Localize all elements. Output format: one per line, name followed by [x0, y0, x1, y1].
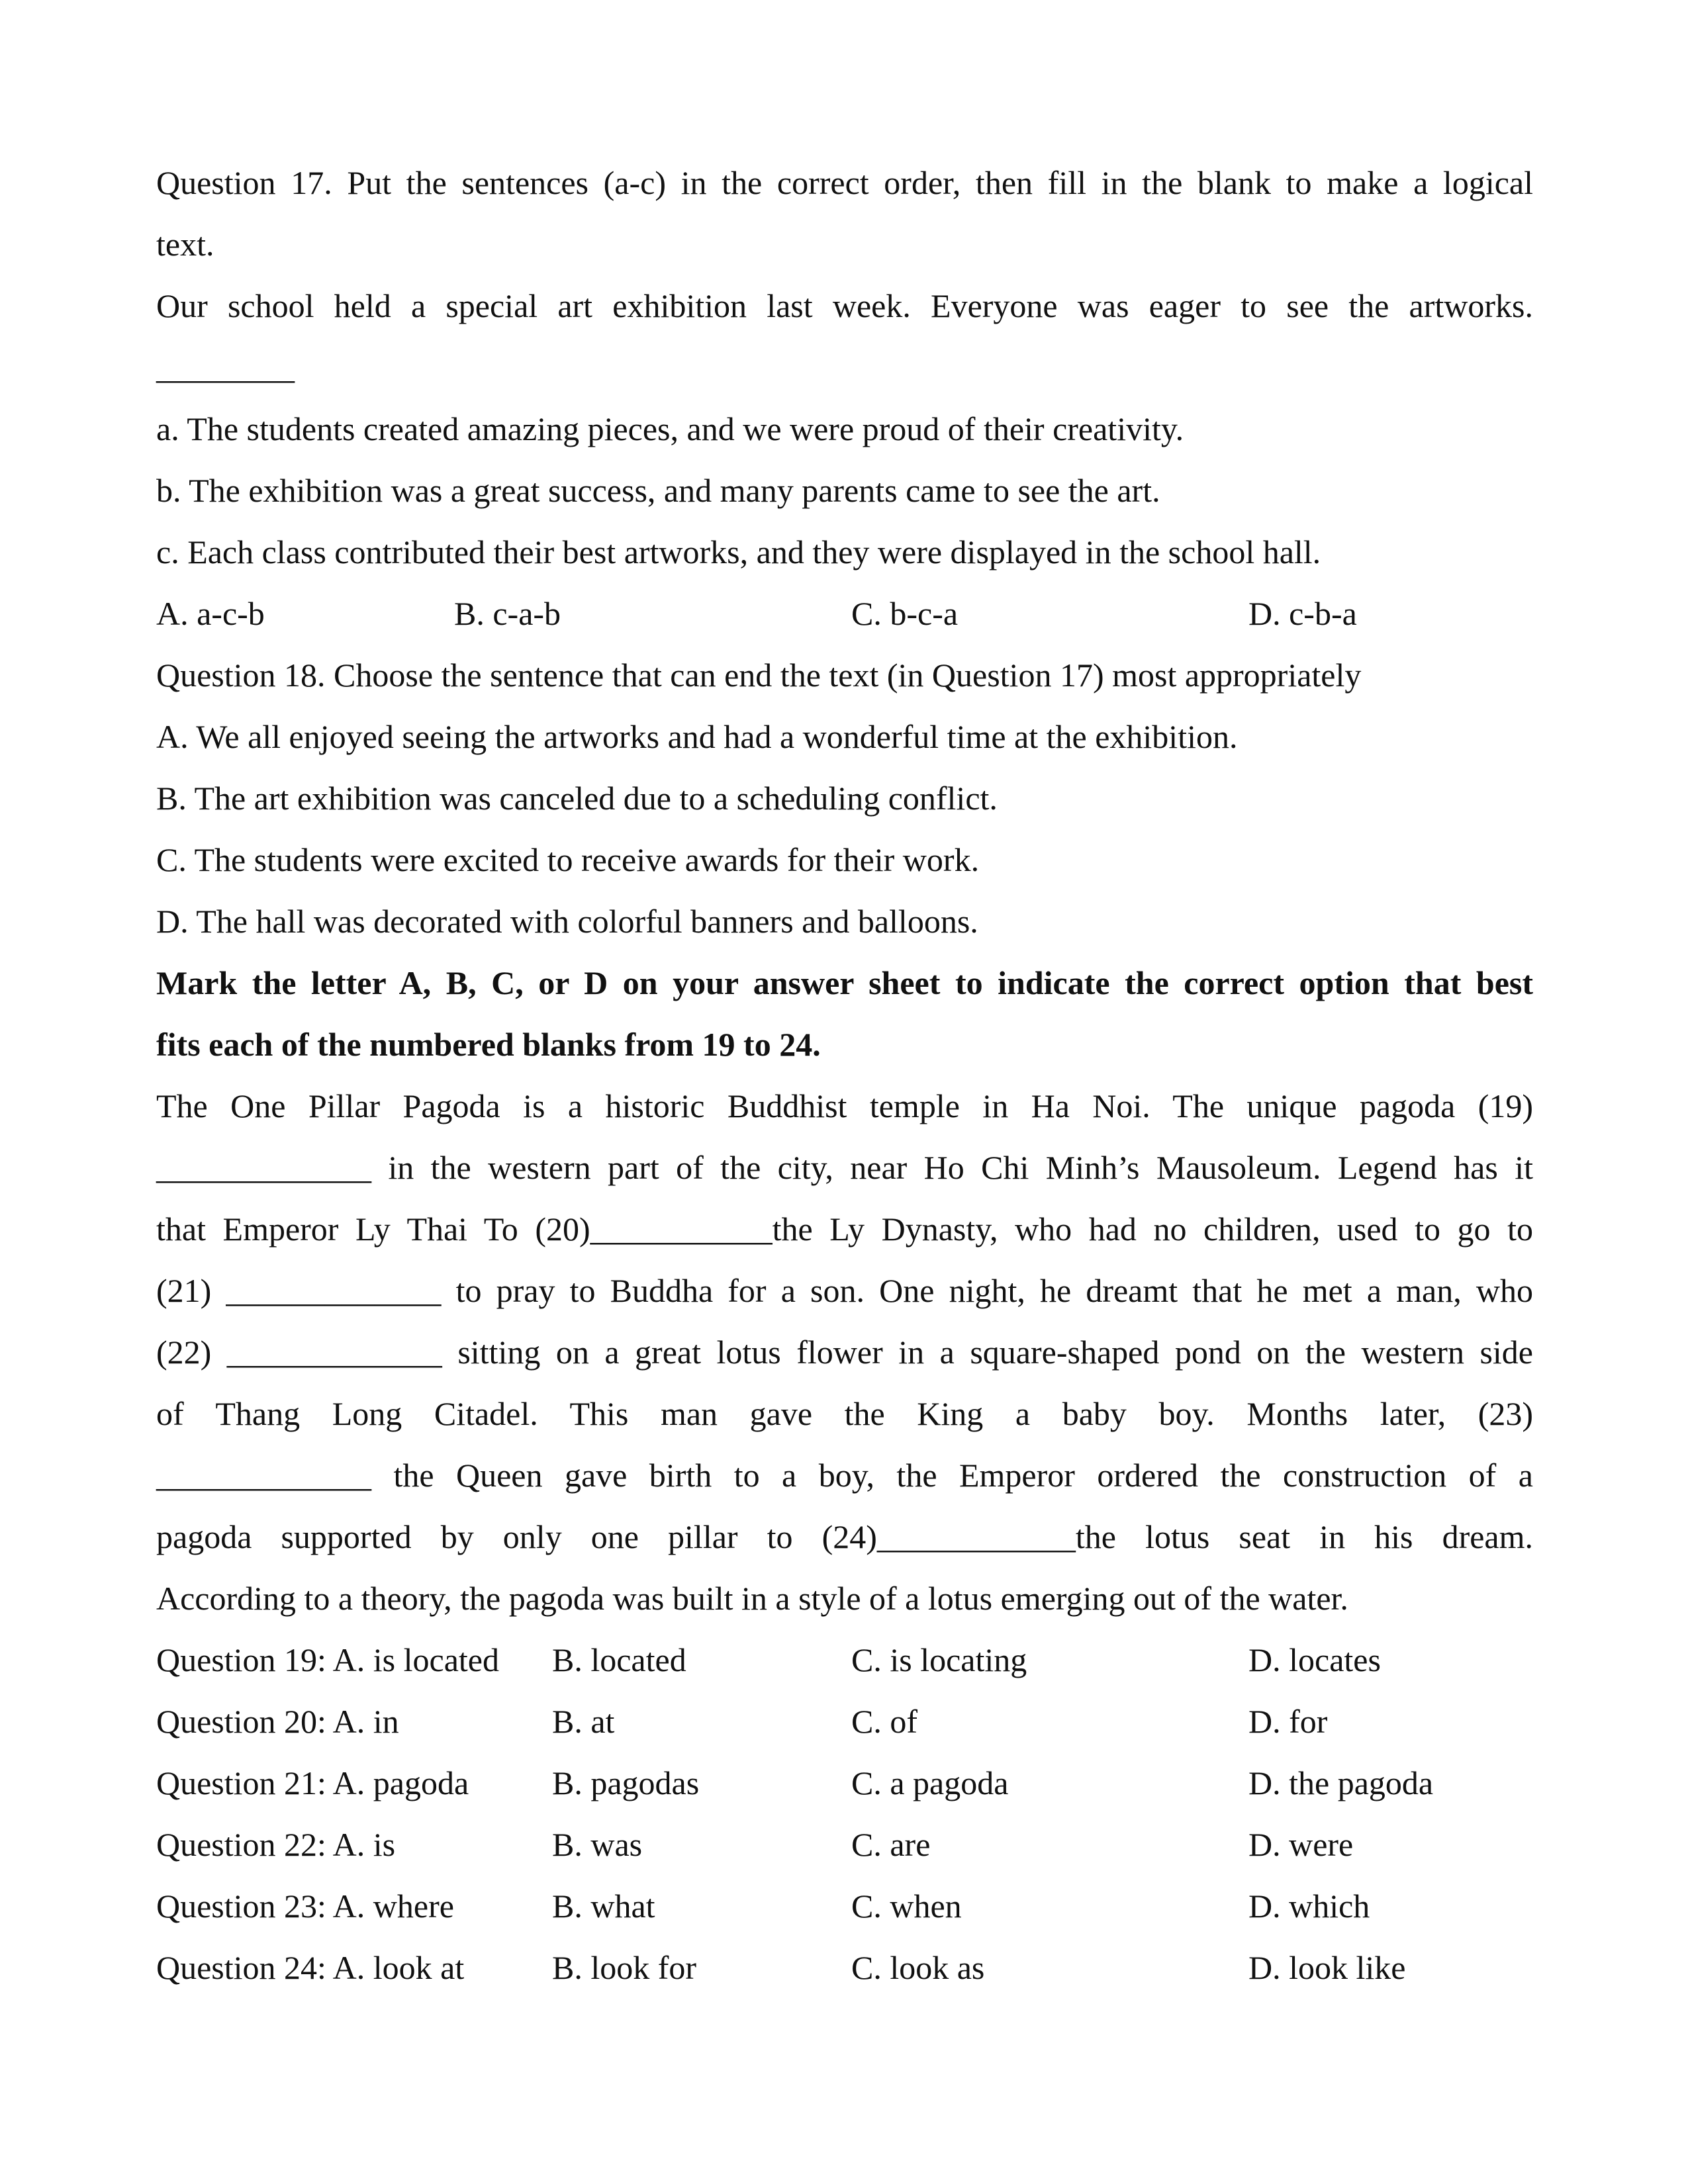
q18-option-a: A. We all enjoyed seeing the artworks and had a wonderful time at the exhibition.	[156, 718, 1238, 755]
q18-option-b: B. The art exhibition was canceled due to a scheduling conflict.	[156, 780, 998, 817]
question-23-option-a: Question 23: A. where	[156, 1888, 454, 1925]
question-23-option-c: C. when	[851, 1888, 962, 1925]
exam-page	[156, 152, 1533, 1999]
q17-sentence-b: b. The exhibition was a great success, and many parents came to see the art.	[156, 472, 1160, 509]
passage-line: _____________ in the western part of the city, near Ho Chi Minh’s Mausoleum. Legend has it	[156, 1149, 1533, 1186]
q17-option-c: C. b-c-a	[851, 595, 959, 632]
q17-option-b: B. c-a-b	[454, 595, 561, 632]
question-22-row	[156, 1814, 1533, 1876]
question-22-option-c: C. are	[851, 1826, 931, 1863]
passage-line: According to a theory, the pagoda was built in a style of a lotus emerging out of the water.	[156, 1580, 1348, 1617]
question-22-option-a: Question 22: A. is	[156, 1826, 396, 1863]
question-20-option-c: C. of	[851, 1703, 917, 1740]
q17-sentence-c: c. Each class contributed their best artworks, and they were displayed in the school hall.	[156, 533, 1321, 570]
q17-options	[156, 583, 1533, 645]
passage-line: (21) _____________ to pray to Buddha for a son. One night, he dreamt that he met a man, who	[156, 1272, 1533, 1309]
question-24-option-b: B. look for	[552, 1949, 697, 1986]
question-23-option-d: D. which	[1248, 1888, 1370, 1925]
question-24-row	[156, 1937, 1533, 1999]
question-19-option-a: Question 19: A. is located	[156, 1641, 499, 1678]
q17-sentence-a: a. The students created amazing pieces, and we were proud of their creativity.	[156, 410, 1184, 447]
question-19-row	[156, 1629, 1533, 1691]
question-19-option-d: D. locates	[1248, 1641, 1381, 1678]
question-19-option-b: B. located	[552, 1641, 686, 1678]
q17-blank: _________	[156, 349, 293, 386]
passage-line: _____________ the Queen gave birth to a boy, the Emperor ordered the construction of a	[156, 1457, 1533, 1494]
question-20-option-b: B. at	[552, 1703, 615, 1740]
instruction-line-2: fits each of the numbered blanks from 19 to 24.	[156, 1026, 821, 1063]
question-21-option-d: D. the pagoda	[1248, 1764, 1434, 1801]
instruction-line-1: Mark the letter A, B, C, or D on your answer sheet to indicate the correct option that best	[156, 964, 1533, 1001]
question-24-option-c: C. look as	[851, 1949, 985, 1986]
q17-context: Our school held a special art exhibition last week. Everyone was eager to see the artworks.	[156, 287, 1533, 324]
q18-option-d: D. The hall was decorated with colorful banners and balloons.	[156, 903, 978, 940]
passage-line: that Emperor Ly Thai To (20)___________the Ly Dynasty, who had no children, used to go to	[156, 1210, 1533, 1248]
question-22-option-d: D. were	[1248, 1826, 1354, 1863]
question-21-row	[156, 1752, 1533, 1814]
question-20-row	[156, 1691, 1533, 1752]
passage-line: The One Pillar Pagoda is a historic Buddhist temple in Ha Noi. The unique pagoda (19)	[156, 1087, 1533, 1124]
question-23-option-b: B. what	[552, 1888, 655, 1925]
question-24-option-d: D. look like	[1248, 1949, 1406, 1986]
question-19-option-c: C. is locating	[851, 1641, 1027, 1678]
question-21-option-b: B. pagodas	[552, 1764, 700, 1801]
question-20-option-d: D. for	[1248, 1703, 1328, 1740]
passage-line: (22) _____________ sitting on a great lotus flower in a square-shaped pond on the western side	[156, 1334, 1533, 1371]
passage-line: pagoda supported by only one pillar to (24)____________the lotus seat in his dream.	[156, 1518, 1533, 1555]
question-24-option-a: Question 24: A. look at	[156, 1949, 465, 1986]
q18-option-c: C. The students were excited to receive awards for their work.	[156, 841, 980, 878]
passage-line: of Thang Long Citadel. This man gave the King a baby boy. Months later, (23)	[156, 1395, 1533, 1432]
q17-stem-line-2: text.	[156, 226, 214, 263]
q17-option-a: A. a-c-b	[156, 595, 265, 632]
q17-option-d: D. c-b-a	[1248, 595, 1357, 632]
question-21-option-a: Question 21: A. pagoda	[156, 1764, 469, 1801]
q17-stem-line-1: Question 17. Put the sentences (a-c) in the correct order, then fill in the blank to make a logical	[156, 164, 1533, 201]
question-20-option-a: Question 20: A. in	[156, 1703, 399, 1740]
q18-stem: Question 18. Choose the sentence that can end the text (in Question 17) most appropriately	[156, 657, 1362, 694]
question-21-option-c: C. a pagoda	[851, 1764, 1009, 1801]
question-23-row	[156, 1876, 1533, 1937]
question-22-option-b: B. was	[552, 1826, 643, 1863]
